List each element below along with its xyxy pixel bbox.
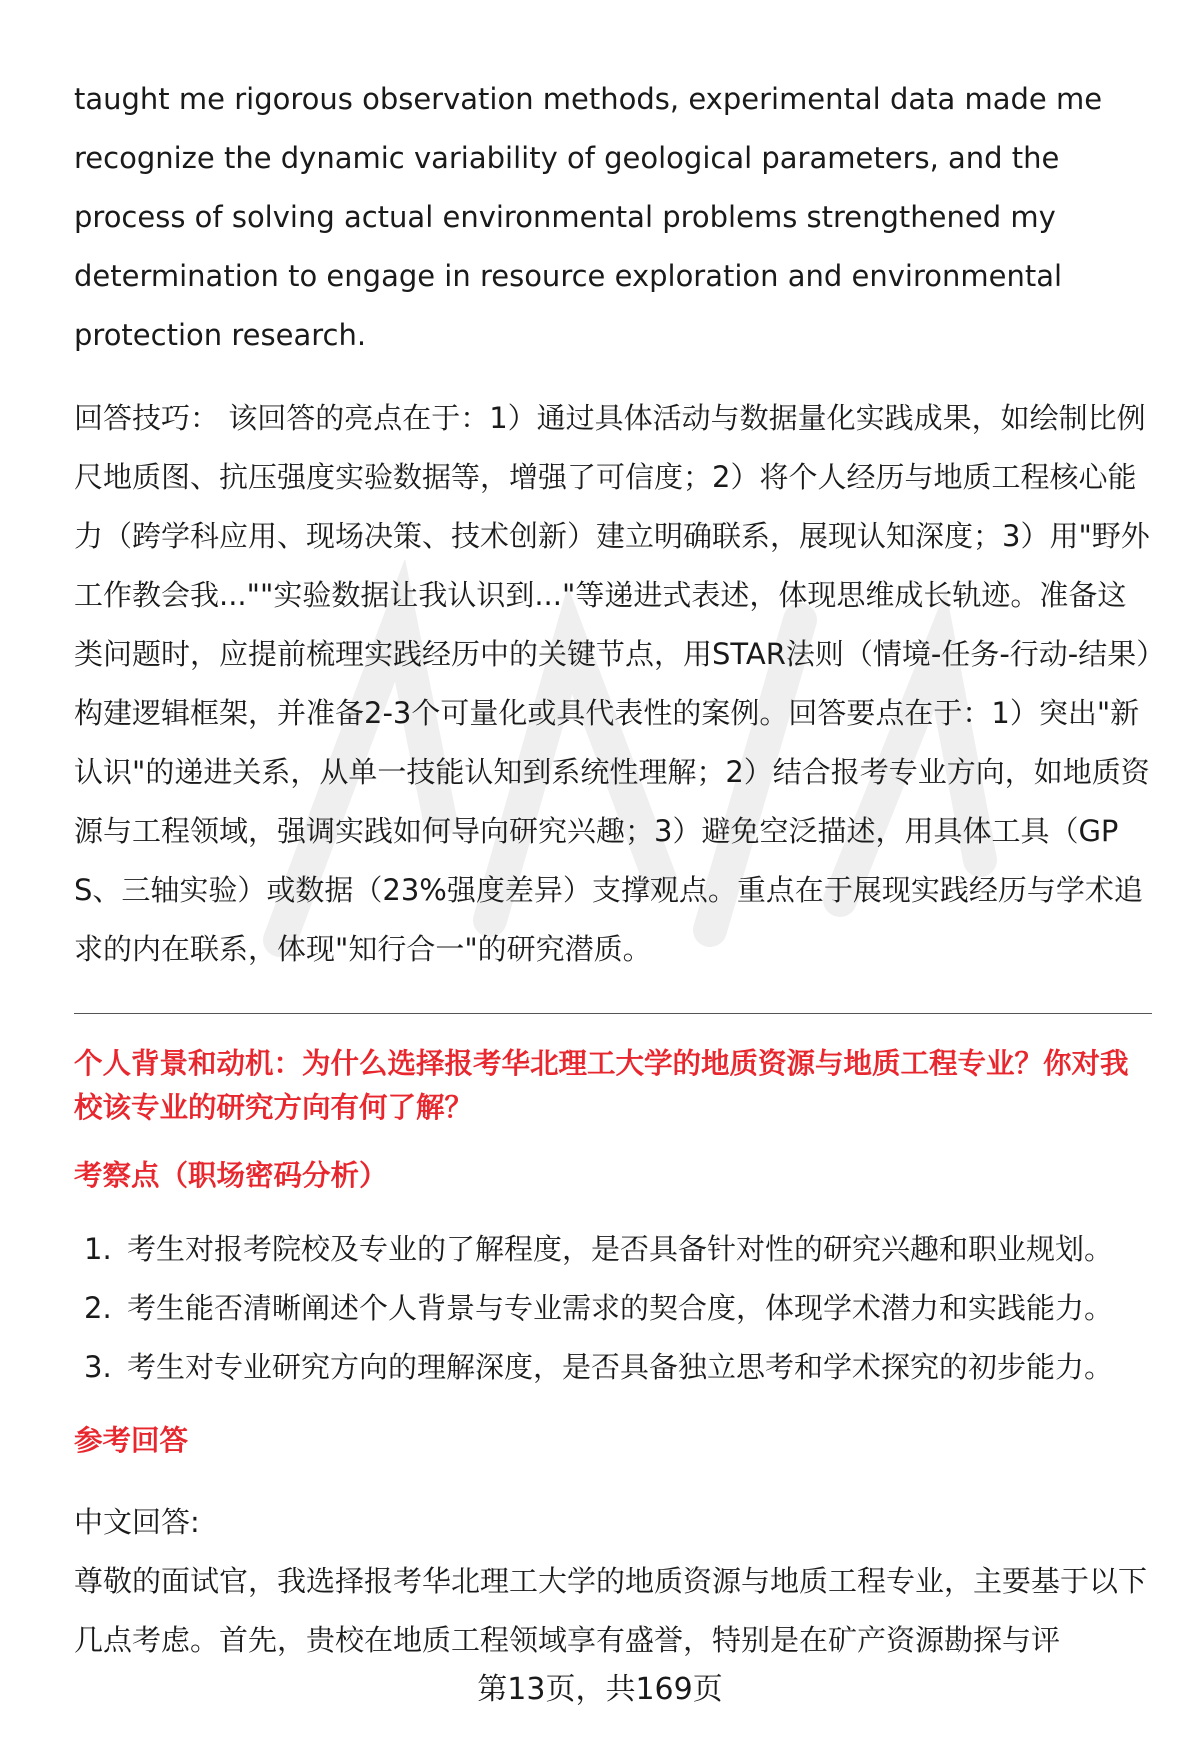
chinese-answer-label: 中文回答: xyxy=(74,1505,200,1539)
list-item-text: 考生能否清晰阐述个人背景与专业需求的契合度，体现学术潜力和实践能力。 xyxy=(127,1291,1114,1325)
page-number-footer: 第13页，共169页 xyxy=(477,1672,723,1707)
list-item xyxy=(74,1220,1152,1279)
list-item-text: 考生对专业研究方向的理解深度，是否具备独立思考和学术探究的初步能力。 xyxy=(127,1350,1114,1384)
list-item-number: 2. xyxy=(84,1291,112,1325)
reference-answer-heading: 参考回答 xyxy=(74,1424,189,1457)
section-divider xyxy=(74,1013,1152,1014)
chinese-answer-paragraph: 尊敬的面试官，我选择报考华北理工大学的地质资源与地质工程专业，主要基于以下几点考虑。首先，贵校在地质工程领域享有盛誉，特别是在矿产资源勘探与评 xyxy=(74,1564,1148,1657)
focus-points-list xyxy=(74,1220,1152,1397)
list-item-number: 3. xyxy=(84,1350,112,1384)
question-title: 个人背景和动机：为什么选择报考华北理工大学的地质资源与地质工程专业？你对我校该专业的研究方向有何了解？ xyxy=(74,1047,1129,1124)
list-item-text: 考生对报考院校及专业的了解程度，是否具备针对性的研究兴趣和职业规划。 xyxy=(127,1232,1114,1266)
list-item xyxy=(74,1338,1152,1397)
answer-tips-paragraph: 回答技巧： 该回答的亮点在于：1）通过具体活动与数据量化实践成果，如绘制比例尺地质图、抗压强度实验数据等，增强了可信度；2）将个人经历与地质工程核心能力（跨学科应用、现场决策、技术创新）建立明确联系，展现认知深度；3）用"野外工作教会我...""实验数据让我认识到..."等递进式表述，体现思维成长轨迹。准备这类问题时，应提前梳理实践经历中的关键节点，用STAR法则（情境-任务-行动-结果）构建逻辑框架，并准备2-3个可量化或具代表性的案例。回答要点在于：1）突出"新认识"的递进关系，从单一技能认知到系统性理解；2）结合报考专业方向，如地质资源与工程领域，强调实践如何导向研究兴趣；3）避免空泛描述，用具体工具（GPS、三轴实验）或数据（23%强度差异）支撑观点。重点在于展现实践经历与学术追求的内在联系，体现"知行合一"的研究潜质。 xyxy=(74,401,1151,966)
document-page xyxy=(74,70,1152,1670)
list-item xyxy=(74,1279,1152,1338)
focus-heading: 考察点（职场密码分析） xyxy=(74,1159,388,1192)
list-item-number: 1. xyxy=(84,1232,112,1266)
english-answer-paragraph: taught me rigorous observation methods, experimental data made me recognize the dynamic variability of geological parameters, and the process of solving actual environmental problems strengthened my determination to engage in resource exploration and environmental protection research. xyxy=(74,82,1103,352)
